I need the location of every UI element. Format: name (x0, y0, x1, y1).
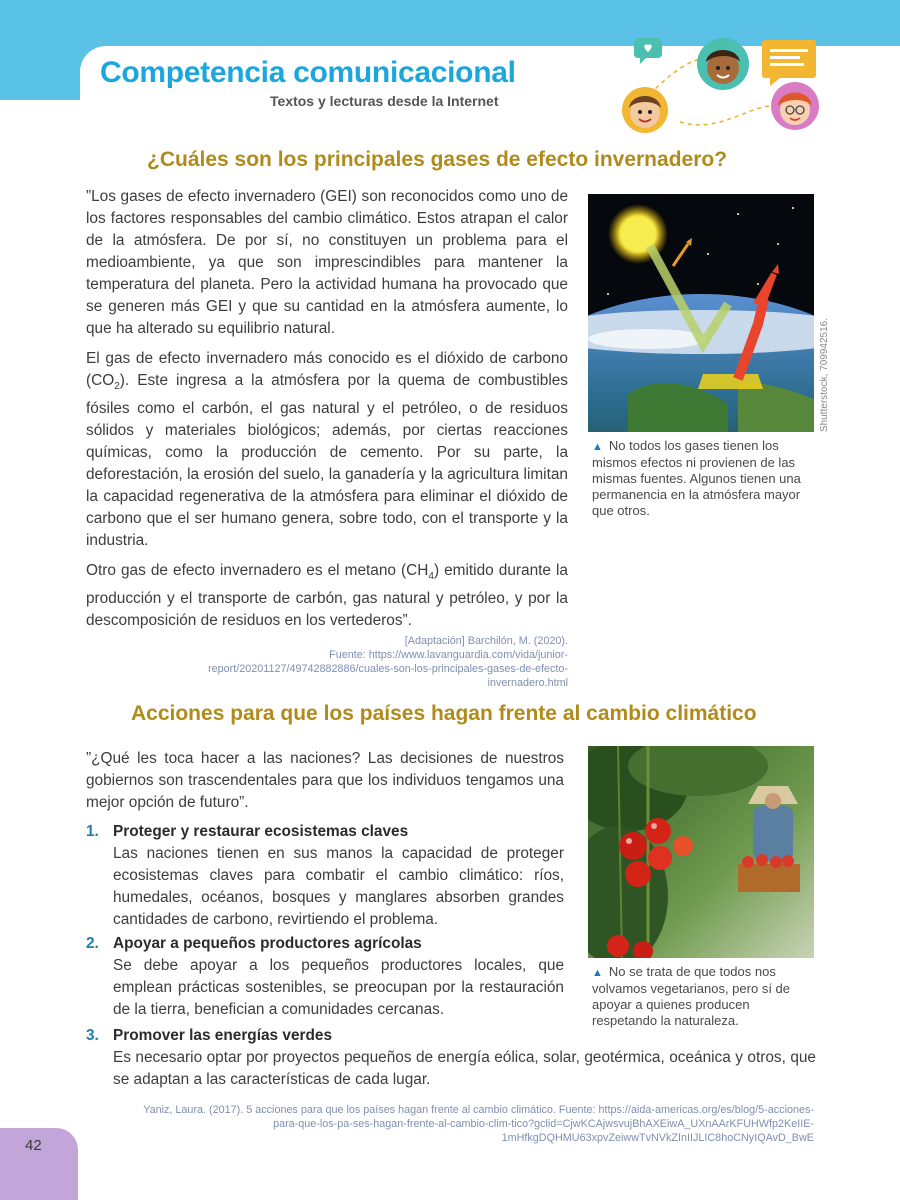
item-number: 1. (86, 823, 99, 840)
girl-avatar-icon (771, 82, 819, 130)
source-citation-gases (86, 634, 568, 690)
acciones-intro: ”¿Qué les toca hacer a las naciones? Las decisiones de nuestros gobiernos son trascendentales para que los individuos tengamos una mejor opción de futuro”. (86, 750, 564, 811)
boy-avatar-icon (697, 38, 749, 90)
section-heading-acciones: Acciones para que los países hagan frente al cambio climático (131, 702, 757, 725)
item-title: Promover las energías verdes (113, 1027, 333, 1044)
page-title: Competencia comunicacional (100, 56, 516, 89)
source-citation-acciones: Yaniz, Laura. (2017). 5 acciones para que los países hagan frente al cambio climático. Fuente: https://aida-americas.org/es/blog/5-acciones-para-que-los-pa-ses-hagan-frente-al-cambio-clim-tico?gclid=CjwKCAjwsvujBhAXEiwA_UXnAArKFUHWfp2KeIIE-1mHfkgDQHMU63xpvZeiwwTvNVkZInIIJLIC8hoCNyIQAvD_BwE (143, 1104, 814, 1144)
item-title: Apoyar a pequeños productores agrícolas (113, 935, 422, 952)
source-adaptation: [Adaptación] Barchilón, M. (2020). (404, 635, 568, 647)
section-heading-gases: ¿Cuáles son los principales gases de efecto invernadero? (147, 148, 728, 171)
gases-paragraph-1: ”Los gases de efecto invernadero (GEI) son reconocidos como uno de los factores responsables del cambio climático. Estos atrapan el calor de la atmósfera. De por sí, no constituyen un problema para el medioambiente, ya que son imprescindibles para mantener la temperatura del planeta. Pero la actividad humana ha provocado que se generen más GEI y que su cantidad en la atmósfera aumente, lo que ha alterado su equilibrio natural. (86, 188, 568, 337)
gases-paragraph-3: Otro gas de efecto invernadero es el metano $(CH_4)$ emitido durante la producción y el transporte de carbón, gas natural y petróleo, y por la descomposición de residuos en los vertederos”. (86, 562, 568, 630)
item-number: 2. (86, 935, 99, 952)
item-body: Las naciones tienen en sus manos la capacidad de proteger ecosistemas claves para combatir el cambio climático: ríos, humedales, océanos, bosques y manglares absorben grandes cantidades de carbono, revirtiendo el problema. (113, 845, 564, 928)
page-number: 42 (25, 1137, 42, 1154)
triangle-up-icon: ▲ (592, 967, 603, 979)
source-url: Fuente: https://www.lavanguardia.com/vida/junior-report/20201127/49742882886/cuales-son-los-principales-gases-de-efecto-invernadero.html (208, 649, 568, 689)
item-body: Se debe apoyar a los pequeños productores locales, que emplean prácticas sostenibles, se preocupan por la restauración de la tierra, benefician a comunidades cercanas. (113, 957, 564, 1018)
page-subtitle: Textos y lecturas desde la Internet (270, 93, 499, 109)
greenhouse-effect-image (588, 194, 814, 432)
photo-credit: Shutterstock, 709942516. (819, 318, 830, 432)
image-caption-gases: ▲ No todos los gases tienen los mismos efectos ni provienen de las mismas fuentes. Algunos tienen una permanencia en la atmósfera mayor que otros. (592, 438, 801, 518)
image-caption-acciones: ▲ No se trata de que todos nos volvamos vegetarianos, pero sí de apoyar a quienes producen respetando la naturaleza. (592, 964, 790, 1028)
boy-avatar-icon-2 (622, 87, 668, 133)
heart-bubble-icon (634, 38, 662, 64)
item-body: Es necesario optar por proyectos pequeños de energía eólica, solar, geotérmica, oceánica y otros, que se adaptan a las características de cada lugar. (113, 1049, 816, 1088)
text-bubble-icon (762, 40, 816, 86)
gases-paragraph-2: El gas de efecto invernadero más conocido es el dióxido de carbono $(CO_2)$. Este ingresa a la atmósfera por la quema de combustibles fósiles como el carbón, el gas natural y el petróleo, o de residuos sólidos y materiales biológicos; además, por ciertas reacciones químicas, como la producción de cemento. Por su parte, la deforestación, la erosión del suelo, la ganadería y la agricultura limitan la capacidad regenerativa de la atmósfera para eliminar el dióxido de carbono que el ser humano genera, sobre todo, con el transporte y la industria. (86, 350, 568, 550)
kids-illustration (610, 24, 840, 144)
item-number: 3. (86, 1027, 99, 1044)
triangle-up-icon: ▲ (592, 441, 603, 453)
item-title: Proteger y restaurar ecosistemas claves (113, 823, 409, 840)
tomato-farmer-image (588, 746, 814, 958)
gases-article (86, 186, 568, 640)
